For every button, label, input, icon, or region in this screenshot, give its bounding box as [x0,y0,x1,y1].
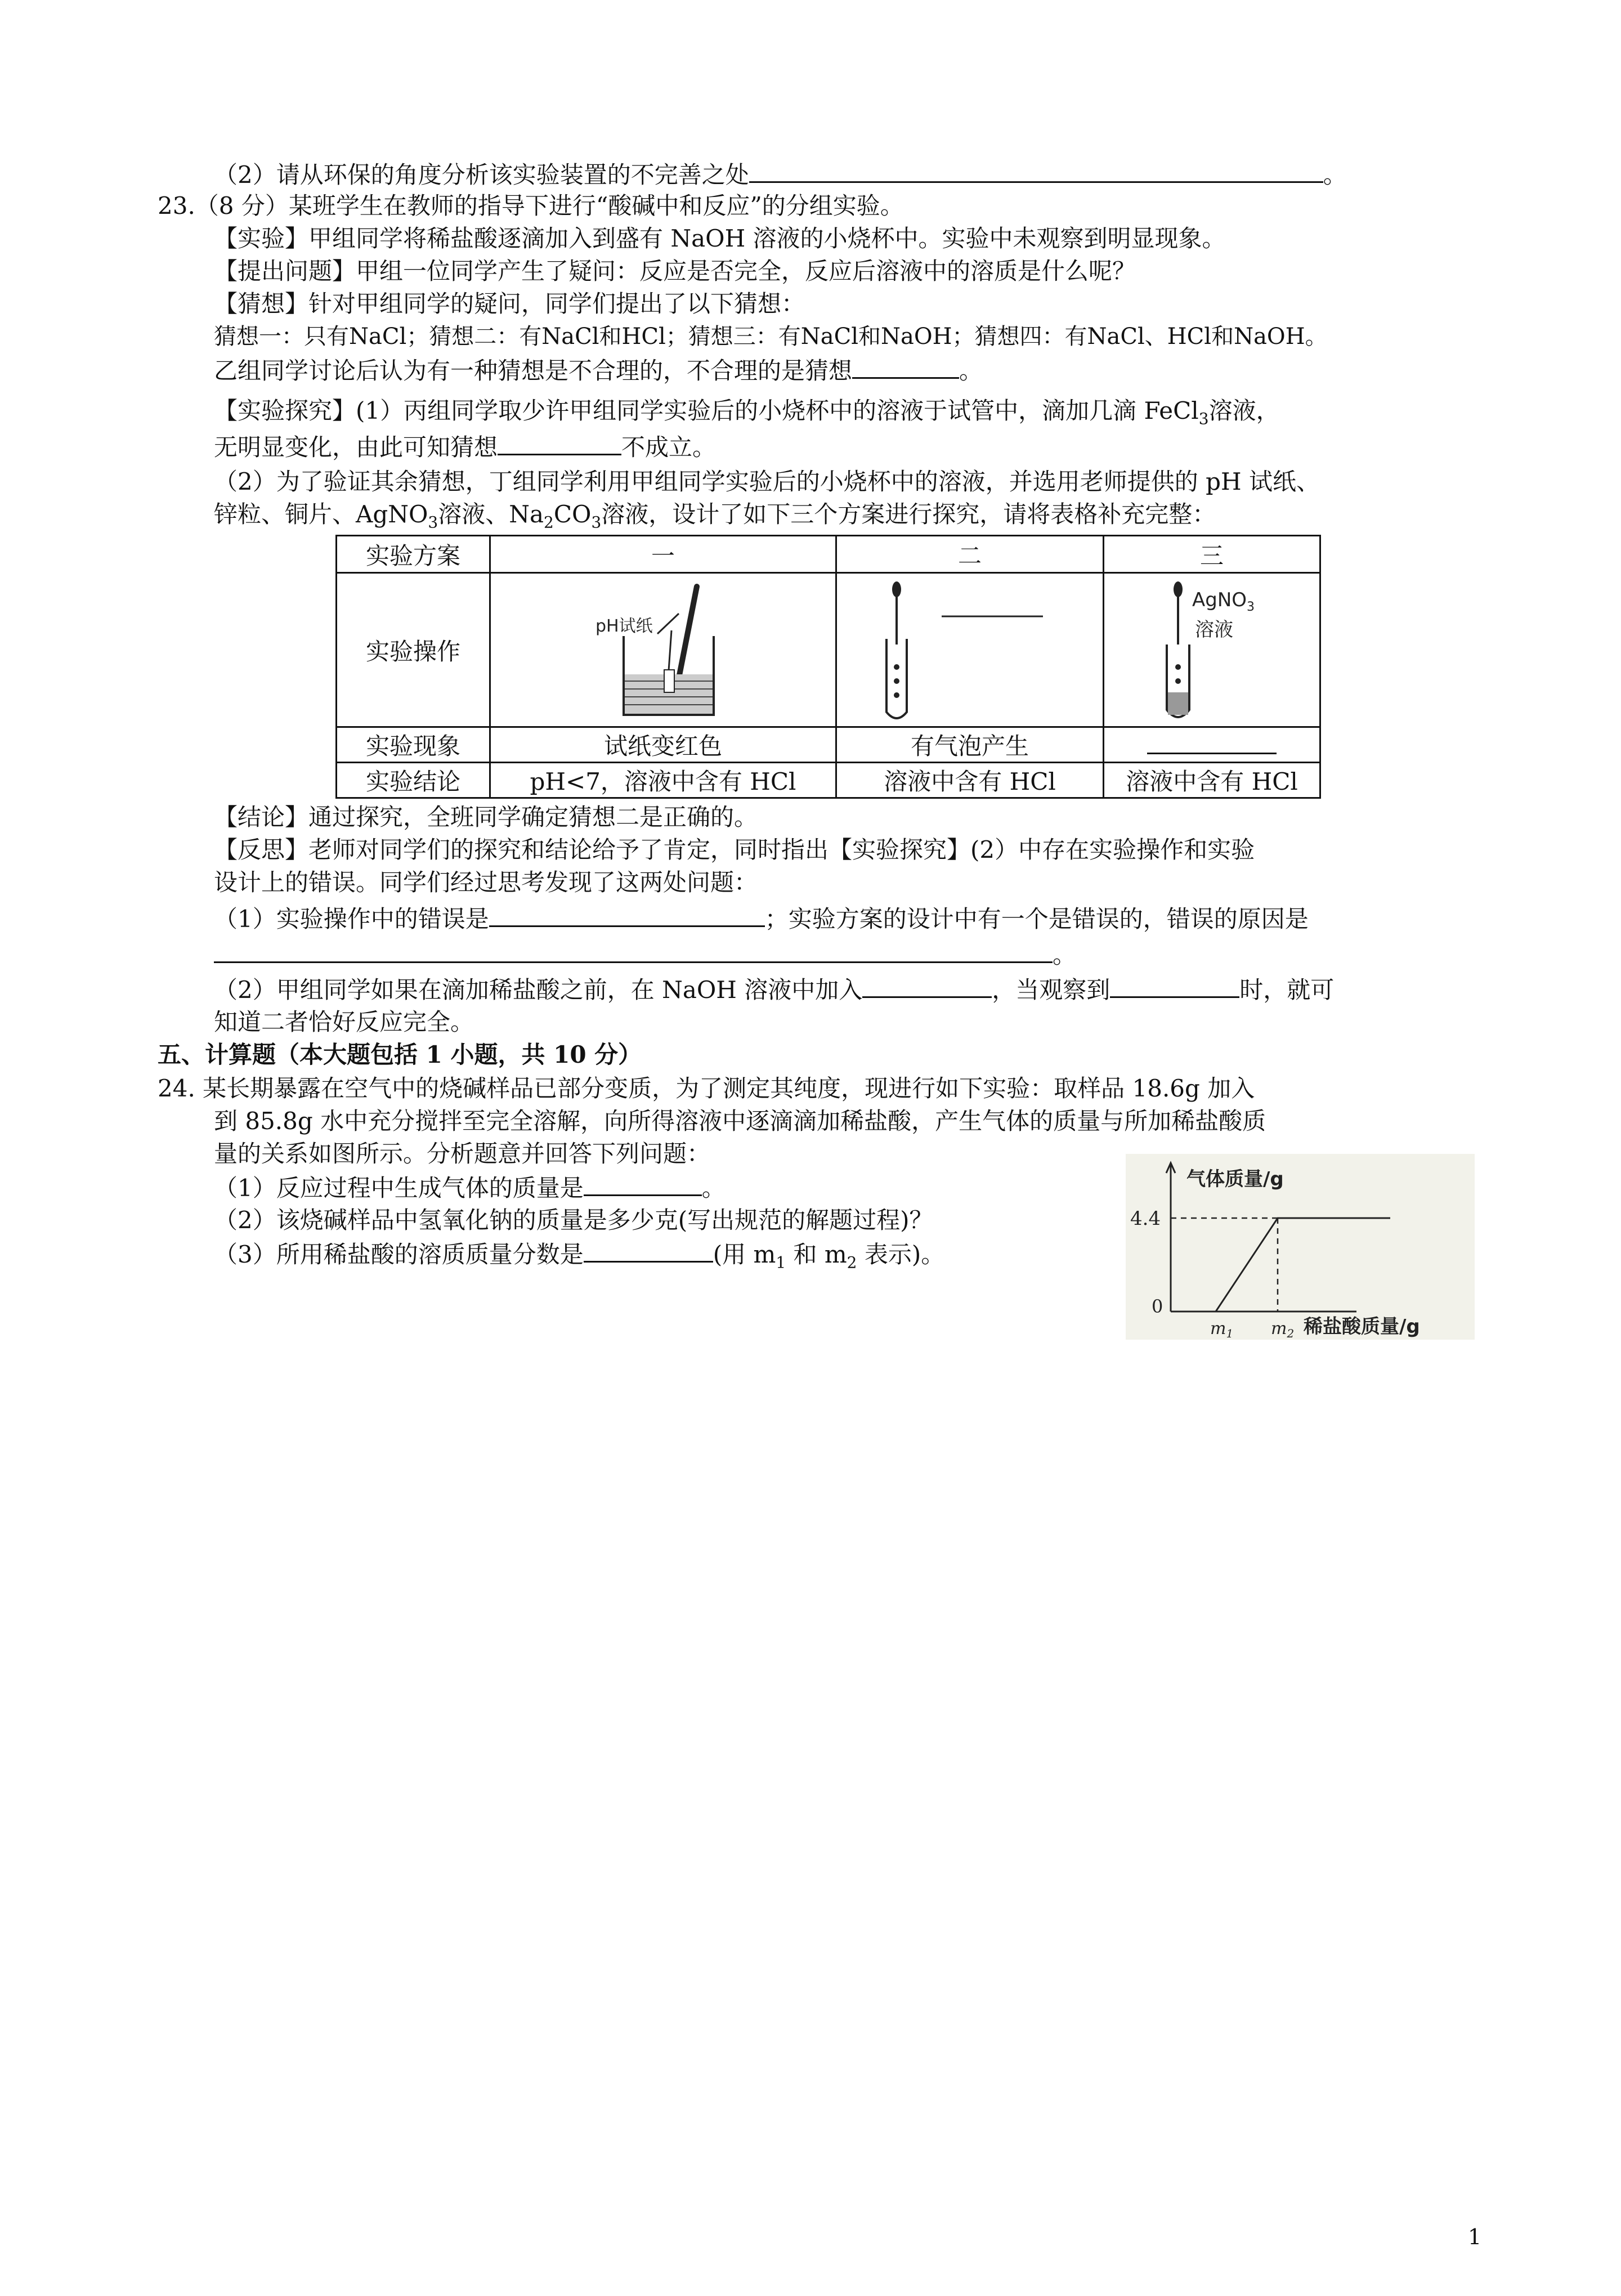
exploration-2-line: （2）为了验证其余猜想，丁组同学利用甲组同学实验后的小烧杯中的溶液，并选用老师提供的 pH 试纸、 [214,468,1320,495]
reflection-line: 【反思】老师对同学们的探究和结论给予了肯定，同时指出【实验探究】(2）中存在实验操作和实验 [214,836,1255,863]
answer-blank[interactable] [214,939,1053,963]
q23-title: 23.（8 分）某班学生在教师的指导下进行“酸碱中和反应”的分组实验。 [158,192,904,220]
reflection-1-cont: 。 [214,939,1076,970]
q24-part1: （1）反应过程中生成气体的质量是 。 [214,1172,726,1203]
answer-blank[interactable] [584,1238,713,1263]
hypothesis-list: 猜想一：只有NaCl；猜想二：有NaCl和HCl；猜想三：有NaCl和NaOH；猜想四：有NaCl、HCl和NaOH。 [214,324,1328,350]
reflection-2-line: （2）甲组同学如果在滴加稀盐酸之前，在 NaOH 溶液中加入 ，当观察到 时，就可 [214,974,1334,1005]
table-row-label: 实验操作 [337,573,490,727]
table-row [337,763,1320,798]
page-number: 1 [1468,2225,1482,2249]
answer-blank[interactable] [1147,730,1277,754]
answer-blank[interactable] [862,974,992,998]
q24-cont: 到 85.8g 水中充分搅拌至完全溶解，向所得溶液中逐滴滴加稀盐酸，产生气体的质量与所加稀盐酸质 [214,1107,1266,1135]
table-cell: 溶液中含有 HCl [836,763,1104,798]
agno3-test-tube-figure [1104,573,1320,727]
table-header-cell: 一 [490,536,836,573]
answer-blank[interactable] [498,431,621,455]
table-header-cell: 二 [836,536,1104,573]
x-axis-label: 稀盐酸质量/g [1304,1315,1420,1338]
reflection-2-cont: 知道二者恰好反应完全。 [214,1008,474,1036]
m2-label: $m_2$ [1271,1319,1295,1340]
q24-cont2: 量的关系如图所示。分析题意并回答下列问题： [214,1140,711,1167]
table-row-label: 实验现象 [337,727,490,763]
question-line: 【提出问题】甲组一位同学产生了疑问：反应是否完全，反应后溶液中的溶质是什么呢？ [214,257,1136,285]
q24-part3: （3）所用稀盐酸的溶质质量分数是 (用 $m_1$ 和 $m_2$ 表示)。 [214,1238,944,1277]
reflection-cont: 设计上的错误。同学们经过思考发现了这两处问题： [214,869,758,896]
table-header-cell: 三 [1104,536,1320,573]
table-row [337,536,1320,573]
exploration-1-line: 【实验探究】(1）丙组同学取少许甲组同学实验后的小烧杯中的溶液于试管中，滴加几滴 FeCl$_3$溶液， [214,397,1280,428]
q22-part2-line: （2）请从环保的角度分析该实验装置的不完善之处 。 [214,159,1347,190]
hypothesis-intro: 【猜想】针对甲组同学的疑问，同学们提出了以下猜想： [214,290,805,317]
ph-paper-beaker-figure [490,573,836,727]
conclusion-line: 【结论】通过探究，全班同学确定猜想二是正确的。 [214,803,758,831]
table-row [337,573,1320,727]
experiment-table [335,535,1321,799]
unreasonable-hypothesis-line: 乙组同学讨论后认为有一种猜想是不合理的，不合理的是猜想 。 [214,355,983,386]
table-cell: 试纸变红色 [490,727,836,763]
zinc-test-tube-figure [836,573,1104,727]
y-tick-label: 4.4 [1130,1207,1161,1230]
answer-blank[interactable] [489,903,765,927]
gas-mass-graph [1126,1154,1475,1340]
table-row [337,727,1320,763]
q24-title: 24. 某长期暴露在空气中的烧碱样品已部分变质，为了测定其纯度，现进行如下实验：取样品 18.6g 加入 [158,1075,1255,1102]
answer-blank[interactable] [852,355,959,379]
ph-paper-label: pH试纸 [595,616,653,636]
table-row-label: 实验结论 [337,763,490,798]
svg-text:AgNO3: AgNO$_3$ [1192,588,1255,614]
table-header-cell: 实验方案 [337,536,490,573]
table-cell: 有气泡产生 [836,727,1104,763]
section-five-title: 五、计算题（本大题包括 1 小题，共 10 分） [158,1041,642,1068]
m1-label: $m_1$ [1210,1319,1234,1340]
table-cell: pH<7，溶液中含有 HCl [490,763,836,798]
y-axis-label: 气体质量/g [1186,1168,1284,1190]
answer-blank[interactable] [1110,974,1239,998]
reflection-1-line: （1）实验操作中的错误是 ；实验方案的设计中有一个是错误的，错误的原因是 [214,903,1309,934]
svg-text:溶液: 溶液 [1195,618,1233,641]
exploration-2-cont: 锌粒、铜片、AgNO$_3$溶液、$Na_2CO_3$溶液，设计了如下三个方案进行探究，请将表格补充完整： [214,500,1216,532]
q24-part2: （2）该烧碱样品中氢氧化钠的质量是多少克(写出规范的解题过程)？ [214,1206,933,1234]
table-cell: 溶液中含有 HCl [1104,763,1320,798]
experiment-line: 【实验】甲组同学将稀盐酸逐滴加入到盛有 NaOH 溶液的小烧杯中。实验中未观察到明显现象。 [214,225,1226,252]
origin-label: 0 [1152,1296,1163,1317]
answer-blank[interactable] [584,1172,702,1196]
exploration-1-cont: 无明显变化，由此可知猜想 不成立。 [214,431,716,462]
answer-blank[interactable] [749,159,1323,183]
table-cell [1104,727,1320,763]
